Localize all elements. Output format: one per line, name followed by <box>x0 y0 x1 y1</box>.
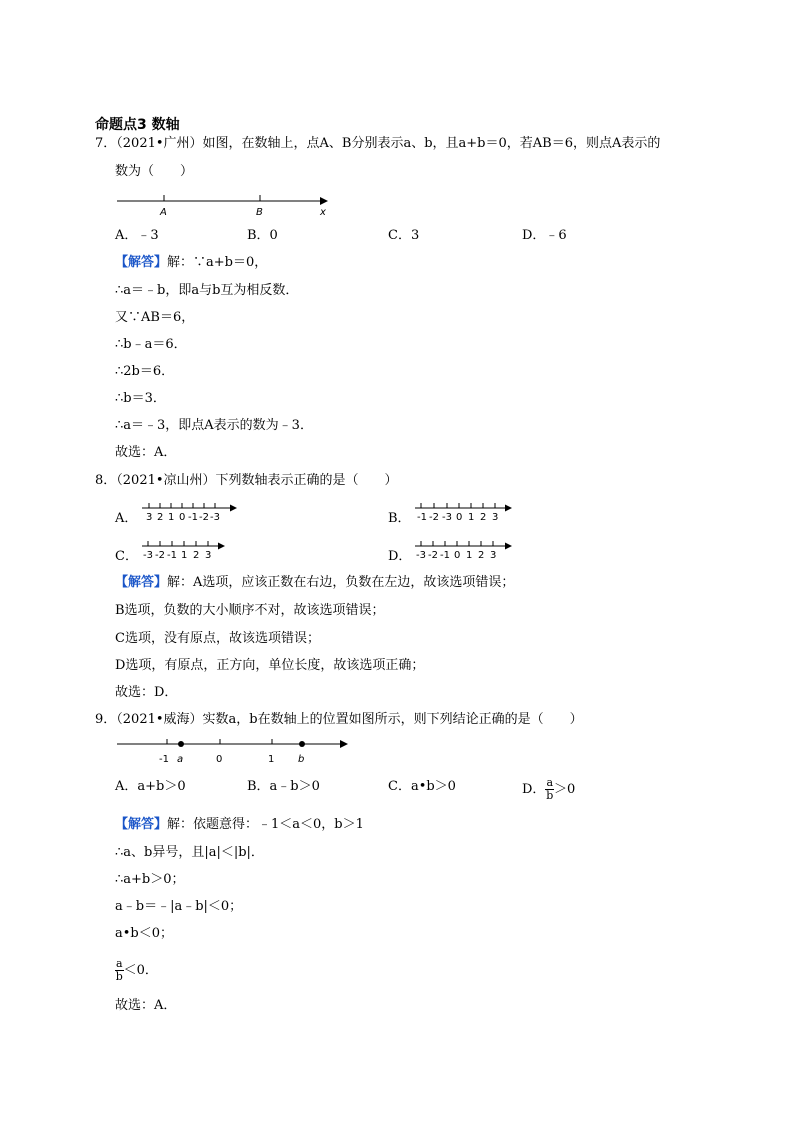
q9-option-d-letter: D． <box>522 781 546 797</box>
q8-letter-b: B． <box>388 511 411 526</box>
q8a-tick-6: -3 <box>210 512 220 523</box>
q9-step-5 <box>115 953 158 987</box>
q8d-tick-1: -2 <box>428 550 438 561</box>
q8a-tick-0: 3 <box>146 512 153 523</box>
q9-label-a: a <box>177 754 184 765</box>
q8b-tick-3: 0 <box>456 512 463 523</box>
q7-step-2: 又∵AB＝6， <box>115 310 195 325</box>
q8-step-2: C选项，没有原点，故该选项错误； <box>115 631 320 646</box>
q9-answer-intro: 解：依题意得：﹣1＜a＜0，b＞1 <box>167 817 364 832</box>
q9-answer-line <box>115 818 364 831</box>
q8-letter-c: C． <box>115 549 138 564</box>
q9-option-d <box>522 773 575 805</box>
q8c-tick-5: 3 <box>205 550 212 561</box>
q8d-tick-3: 0 <box>454 550 461 561</box>
q8a-tick-5: -2 <box>199 512 209 523</box>
q7-step-6: ∴a＝﹣3，即点A表示的数为﹣3． <box>115 418 313 433</box>
q8-step-1: B选项，负数的大小顺序不对，故该选项错误； <box>115 603 385 618</box>
q8-axis-c <box>140 538 232 564</box>
q8d-tick-5: 2 <box>478 550 485 561</box>
q8b-tick-2: -3 <box>442 512 452 523</box>
q7-stem-line1: 7．（2021•广州）如图，在数轴上，点A、B分别表示a、b，且a+b＝0，若AB＝6，则点A表示的 <box>95 136 661 151</box>
q8-axis-a <box>140 500 245 526</box>
q8a-tick-2: 1 <box>168 512 175 523</box>
q8-letter-d: D． <box>388 549 412 564</box>
q8a-tick-4: -1 <box>188 512 198 523</box>
q8-stem: 8．（2021•凉山州）下列数轴表示正确的是（ ） <box>95 473 398 488</box>
q8b-tick-6: 3 <box>492 512 499 523</box>
q7-option-b: B．0 <box>247 228 278 243</box>
q9-choice: 故选：A． <box>115 998 177 1013</box>
q7-step-3: ∴b﹣a＝6． <box>115 337 187 352</box>
q9-option-d-num: a <box>546 775 553 789</box>
q8b-tick-0: -1 <box>417 512 427 523</box>
q9-option-c: C．a•b＞0 <box>388 779 456 794</box>
q7-step-4: ∴2b＝6． <box>115 364 175 379</box>
q9-label-0: 0 <box>216 754 223 765</box>
q8d-tick-4: 1 <box>466 550 473 561</box>
q8c-tick-3: 1 <box>181 550 188 561</box>
q9-option-d-den: b <box>546 788 554 802</box>
q8c-tick-4: 2 <box>193 550 200 561</box>
section-title: 命题点3 数轴 <box>95 117 180 133</box>
q8-step-3: D选项，有原点，正方向，单位长度，故该选项正确； <box>115 658 425 673</box>
q8b-tick-5: 2 <box>480 512 487 523</box>
q7-stem-line2: 数为（ ） <box>115 164 194 179</box>
q7-option-a: A．﹣3 <box>115 228 159 243</box>
q9-stem: 9．（2021•威海）实数a，b在数轴上的位置如图所示，则下列结论正确的是（ ） <box>95 712 583 727</box>
q8a-tick-3: 0 <box>179 512 186 523</box>
q7-label-a: A <box>160 207 167 218</box>
q7-number-line <box>115 190 340 220</box>
q8-axis-b <box>413 500 521 526</box>
q8-answer-line <box>115 576 514 589</box>
q7-answer-line <box>115 256 267 269</box>
q9-option-d-fraction <box>545 777 554 801</box>
q9-point-b <box>299 741 305 747</box>
q9-label-m1: -1 <box>159 754 169 765</box>
q8c-tick-1: -2 <box>155 550 165 561</box>
q8-axis-d <box>413 538 521 564</box>
q9-number-line <box>115 736 355 768</box>
q8d-tick-2: -1 <box>440 550 450 561</box>
q8a-tick-1: 2 <box>157 512 164 523</box>
q8c-tick-2: -1 <box>167 550 177 561</box>
q7-step-1: ∴a＝﹣b，即a与b互为相反数． <box>115 283 299 298</box>
q8-letter-a: A． <box>115 511 138 526</box>
q9-point-a <box>178 741 184 747</box>
q9-label-b: b <box>298 754 305 765</box>
q7-answer-intro: 解：∵a+b＝0， <box>167 255 268 270</box>
q9-step-1: ∴a、b异号，且|a|＜|b|． <box>115 845 264 860</box>
q7-label-b: B <box>256 207 263 218</box>
q8-answer-tag: 【解答】 <box>115 575 168 590</box>
q9-step-4: a•b＜0； <box>115 926 174 941</box>
q7-option-d: D．﹣6 <box>522 228 567 243</box>
q7-label-x: x <box>320 207 326 218</box>
q7-option-c: C．3 <box>388 228 420 243</box>
q9-step-5-rest: ＜0． <box>123 962 158 978</box>
q8d-tick-6: 3 <box>490 550 497 561</box>
q9-step-5-num: a <box>116 956 123 970</box>
q7-choice: 故选：A． <box>115 445 177 460</box>
q8b-tick-1: -2 <box>429 512 439 523</box>
q9-step-5-den: b <box>115 969 123 983</box>
q8-answer-intro: 解：A选项，应该正数在右边，负数在左边，故该选项错误； <box>167 575 515 590</box>
q9-step-3: a﹣b＝﹣|a﹣b|＜0； <box>115 899 243 914</box>
q9-step-5-fraction <box>115 958 124 982</box>
q8-choice: 故选：D． <box>115 685 178 700</box>
q9-step-2: ∴a+b＞0； <box>115 872 185 887</box>
q9-label-1: 1 <box>268 754 275 765</box>
q8b-tick-4: 1 <box>468 512 475 523</box>
q9-answer-tag: 【解答】 <box>115 817 168 832</box>
q9-option-a: A．a+b＞0 <box>115 779 186 794</box>
q9-option-b: B．a﹣b＞0 <box>247 779 320 794</box>
q9-option-d-rest: ＞0 <box>554 781 576 797</box>
q7-answer-tag: 【解答】 <box>115 255 168 270</box>
q7-step-5: ∴b＝3． <box>115 391 166 406</box>
q8c-tick-0: -3 <box>143 550 153 561</box>
q8d-tick-0: -3 <box>416 550 426 561</box>
